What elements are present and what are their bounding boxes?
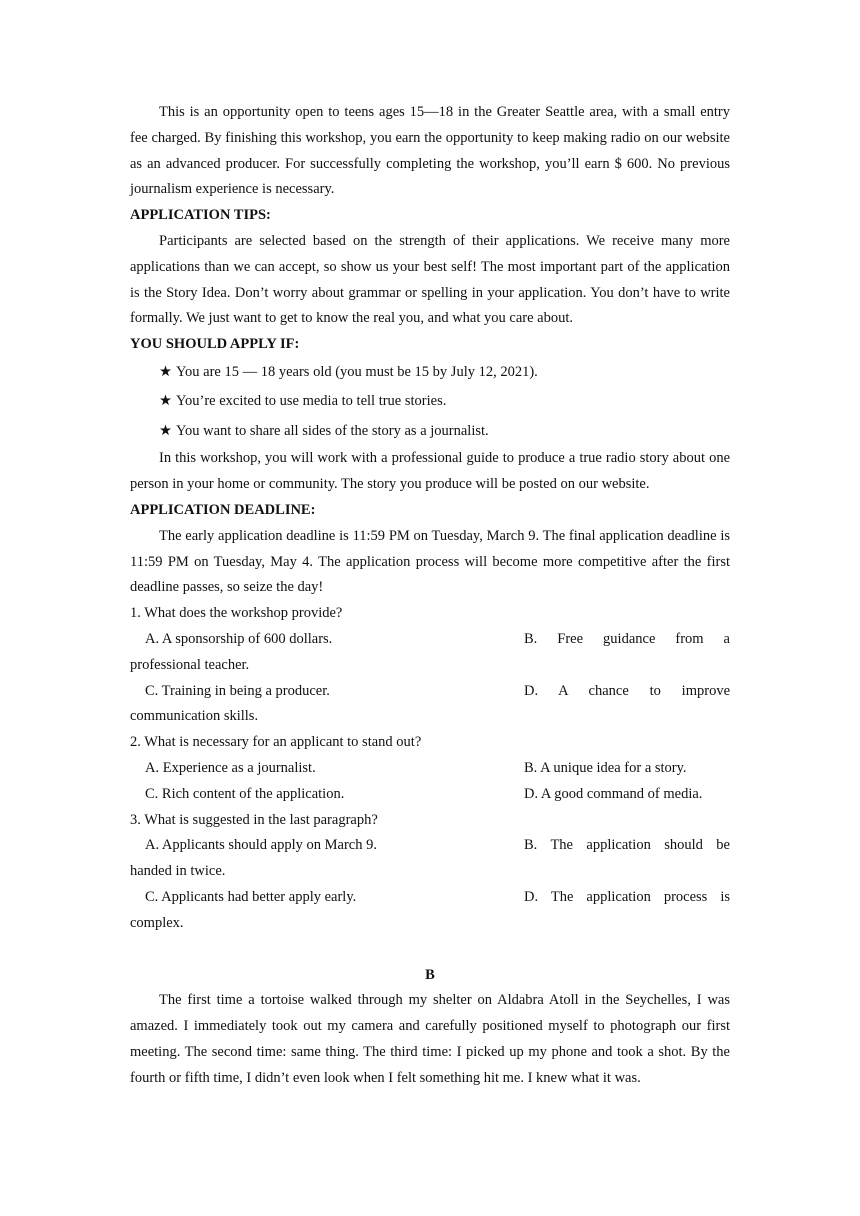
workshop-paragraph: In this workshop, you will work with a professional guide to produce a true radio story about one person in your home or community. The story you produce will be posted on our website. (130, 450, 730, 493)
bullet-item: ★ You are 15 — 18 years old (you must be 15 by July 12, 2021). (159, 363, 538, 380)
document-page (130, 100, 730, 1092)
option-b: B. Free guidance from a (524, 631, 730, 648)
deadline-paragraph: The early application deadline is 11:59 PM on Tuesday, March 9. The final application deadline is 11:59 PM on Tuesday, May 4. The application process will become more competitive after the first deadline passes, so seize the day! (130, 527, 730, 596)
option-c: C. Applicants had better apply early. (145, 889, 357, 906)
tips-paragraph: Participants are selected based on the strength of their applications. We receive many more applications than we can accept, so show us your best self! The most important part of the application is the Story Idea. Don’t worry about grammar or spelling in your application. You don’t have to write formally. We just want to get to know the real you, and what you care about. (130, 232, 730, 327)
option-a: A. Experience as a journalist. (145, 760, 316, 777)
option-c: C. Rich content of the application. (145, 785, 345, 802)
option-b-continued: handed in twice. (130, 863, 226, 880)
option-b: B. A unique idea for a story. (524, 760, 687, 777)
option-d-continued: complex. (130, 914, 184, 931)
options-row (130, 756, 730, 782)
options-row (130, 782, 730, 808)
bullet-item: ★ You want to share all sides of the story as a journalist. (159, 422, 489, 439)
option-d: D. A good command of media. (524, 785, 703, 802)
options-row (130, 885, 730, 911)
passage-b-paragraph: The first time a tortoise walked through my shelter on Aldabra Atoll in the Seychelles, I was amazed. I immediately took out my camera and carefully positioned myself to photograph our first meeting. The second time: same thing. The third time: I picked up my phone and took a shot. By the fourth or fifth time, I didn’t even look when I felt something hit me. I knew what it was. (130, 992, 730, 1086)
tips-heading: APPLICATION TIPS: (130, 207, 271, 224)
option-a: A. Applicants should apply on March 9. (145, 837, 377, 854)
star-icon: ★ (159, 363, 172, 380)
option-c: C. Training in being a producer. (145, 682, 330, 699)
deadline-heading: APPLICATION DEADLINE: (130, 502, 316, 519)
option-b: B. The application should be (524, 837, 730, 854)
options-row (130, 833, 730, 859)
intro-paragraph: This is an opportunity open to teens ages 15—18 in the Greater Seattle area, with a small entry fee charged. By finishing this workshop, you earn the opportunity to keep making radio on our website as an advanced producer. For successfully completing the workshop, you’ll earn $ 600. No previous journalism experience is necessary. (130, 104, 730, 198)
option-d: D. The application process is (524, 889, 730, 906)
options-row (130, 679, 730, 705)
options-row (130, 627, 730, 653)
question-1: 1. What does the workshop provide? (130, 605, 343, 622)
question-2: 2. What is necessary for an applicant to stand out? (130, 734, 422, 751)
apply-heading: YOU SHOULD APPLY IF: (130, 336, 300, 353)
option-d-continued: communication skills. (130, 708, 259, 725)
option-a: A. A sponsorship of 600 dollars. (145, 631, 333, 648)
star-icon: ★ (159, 393, 172, 410)
bullet-item: ★ You’re excited to use media to tell true stories. (159, 393, 447, 410)
question-3: 3. What is suggested in the last paragraph? (130, 811, 378, 828)
option-d: D. A chance to improve (524, 682, 730, 699)
section-b-title: B (425, 966, 435, 983)
star-icon: ★ (159, 422, 172, 439)
option-b-continued: professional teacher. (130, 656, 250, 673)
